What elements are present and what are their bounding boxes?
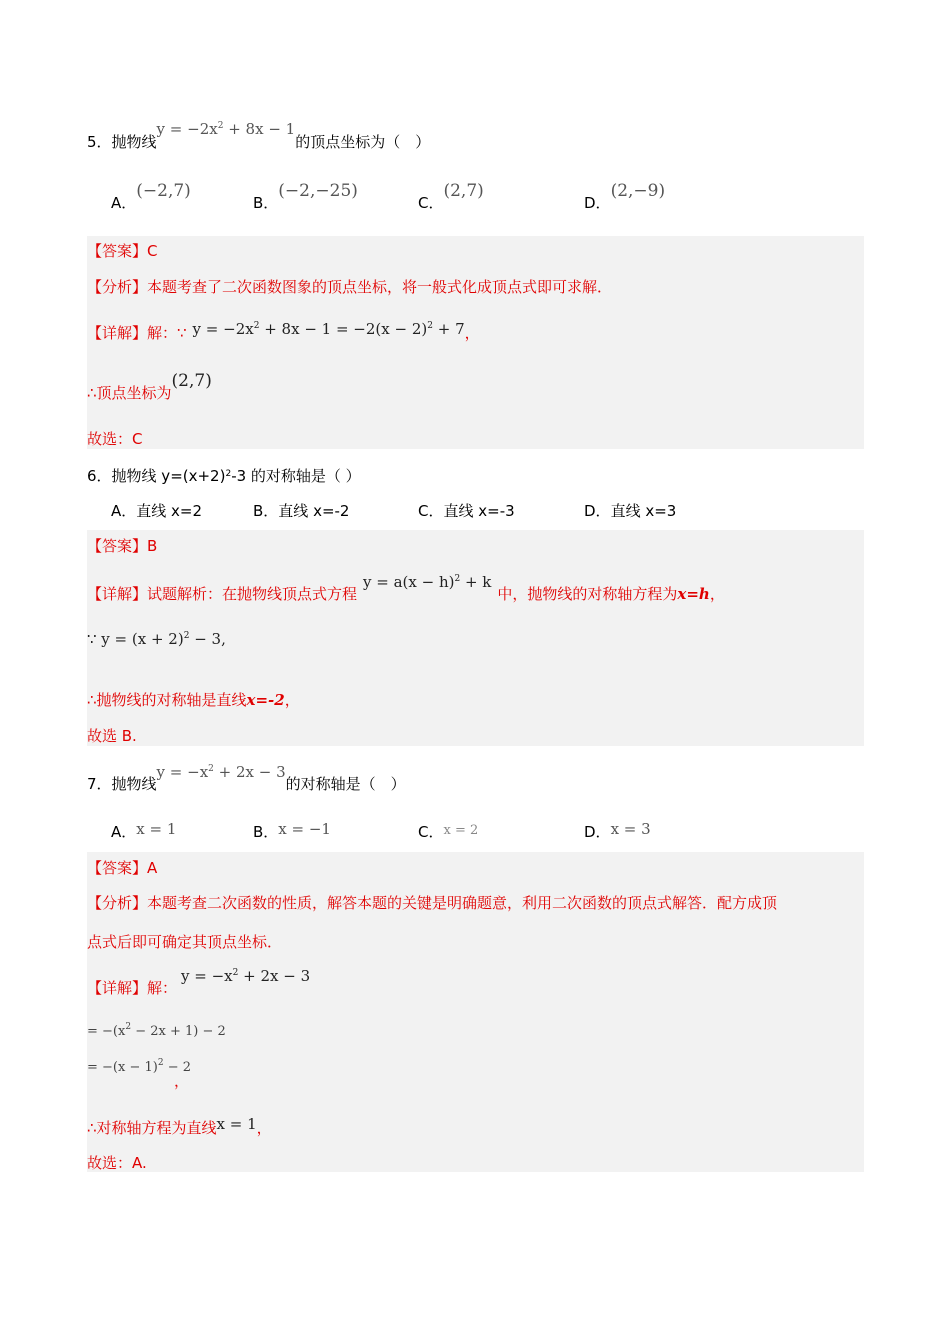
q7-option-d: D．x = 3 <box>584 820 651 841</box>
q7-analysis-line2: 点式后即可确定其顶点坐标． <box>87 933 283 951</box>
q6-detail: 【详解】试题解析：在抛物线顶点式方程$y = a(x - h)^2 + k$中，抛物线的对称轴方程为x=h， <box>87 573 725 603</box>
q7-step2-suffix: ， <box>174 1072 190 1090</box>
q5-stem <box>87 120 431 152</box>
q7-step2-math: = $-(x - 1)^2 - 2$ <box>87 1058 191 1075</box>
q7-option-a: A．x = 1 <box>111 820 177 841</box>
q6-detail-math: $y = a(x - h)^2 + k$ <box>363 573 492 591</box>
q5-detail-math: $y = -2x^2 + 8x - 1 = -2(x - 2)^2 + 7$ <box>192 320 465 338</box>
q7-choice: 故选：A. <box>87 1154 147 1172</box>
q6-option-a: A．直线 x=2 <box>111 502 203 520</box>
q6-choice: 故选 B. <box>87 727 137 745</box>
q5-stem-prefix: 5．抛物线 <box>87 133 157 151</box>
q6-stem: 6．抛物线 $y=(x+2)^2-3$ 的对称轴是（ ） <box>87 467 361 485</box>
q7-step1-math: = $-(x^2 - 2x + 1) - 2$ <box>87 1022 226 1039</box>
q7-option-c: C．x = 2 <box>418 823 479 841</box>
q5-choice: 故选：C <box>87 430 143 448</box>
q7-stem-math: $y = -x^2 + 2x - 3$ <box>156 763 286 781</box>
q5-option-a: A．(−2,7) <box>111 181 191 212</box>
q7-stem: 7．抛物线$y = -x^2 + 2x - 3$的对称轴是（ ） <box>87 763 406 793</box>
q7-analysis-line1: 【分析】本题考查二次函数的性质，解答本题的关键是明确题意，利用二次函数的顶点式解答．配方成顶 <box>87 894 778 912</box>
q5-option-d: D．(2,−9) <box>584 181 666 212</box>
q7-answer: 【答案】A <box>87 859 158 877</box>
q6-step-math: ∵ $y = (x + 2)^2 - 3$, <box>87 630 226 648</box>
q5-option-b: B．(−2,−25) <box>253 181 358 212</box>
q5-stem-suffix: 的顶点坐标为（ ） <box>295 133 431 151</box>
q6-option-b: B．直线 x=-2 <box>253 502 350 520</box>
q6-option-d: D．直线 x=3 <box>584 502 677 520</box>
q6-answer: 【答案】B <box>87 537 158 555</box>
q5-vertex: ∴顶点坐标为(2,7) <box>87 371 212 402</box>
q5-answer: 【答案】C <box>87 242 158 260</box>
q7-option-b: B．x = −1 <box>253 820 331 841</box>
q5-analysis: 【分析】本题考查了二次函数图象的顶点坐标，将一般式化成顶点式即可求解． <box>87 278 613 296</box>
q5-option-c: C．(2,7) <box>418 181 484 212</box>
q7-detail-math: $y = -x^2 + 2x - 3$ <box>181 967 311 985</box>
q7-axis: ∴对称轴方程为直线x = 1， <box>87 1115 272 1137</box>
q5-detail: 【详解】解：∵ $y = -2x^2 + 8x - 1 = -2(x - 2)^2 + 7$， <box>87 320 480 342</box>
q7-detail: 【详解】解：$y = -x^2 + 2x - 3$ <box>87 967 311 997</box>
q6-option-c: C．直线 x=-3 <box>418 502 515 520</box>
q5-stem-math: $y = -2x^2 + 8x - 1$ <box>156 120 296 138</box>
q6-conclusion: ∴抛物线的对称轴是直线x=-2， <box>87 691 300 709</box>
